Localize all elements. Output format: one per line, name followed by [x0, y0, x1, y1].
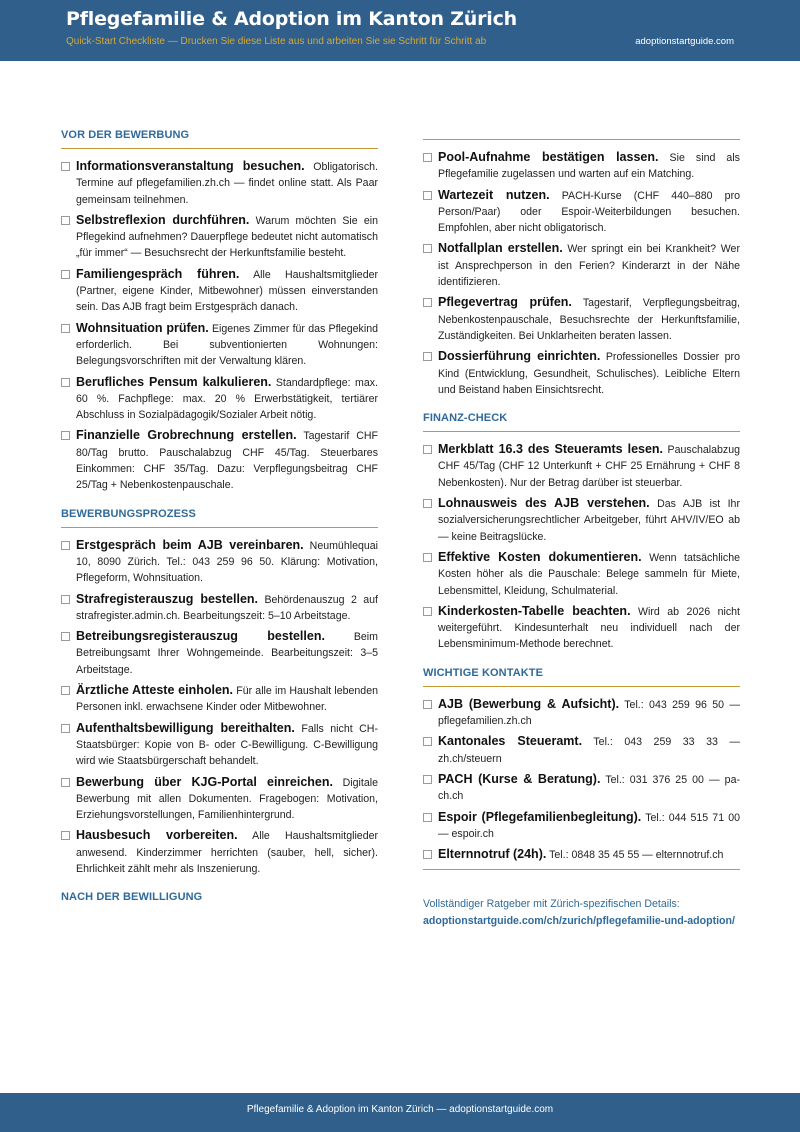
checkbox[interactable] [61, 324, 70, 333]
checklist-item [61, 628, 378, 678]
checkbox[interactable] [61, 595, 70, 604]
section-vor-der-bewerbung [61, 129, 378, 494]
item-heading: Betreibungsregisterauszug bestellen. [76, 629, 325, 644]
checklist-item [61, 537, 378, 587]
footer-text: Pflegefamilie & Adoption im Kanton Zürich — adoptionstartguide.com [246, 1104, 554, 1115]
item-text: Wird ab 2026 nicht weitergeführt. Kindesunterhalt neu individuell nach der Lebensminimum-Methode berechnet. [438, 605, 740, 651]
guide-note-text: Vollständiger Ratgeber mit Zürich-spezifischen Details: [423, 898, 680, 911]
checklist-item [423, 441, 740, 491]
item-text: Tagestarif CHF 80/Tag brutto. Pauschalabzug CHF 45/Tag. Steuerbares Einkommen: CHF 35/Tag. Dazu: Verpflegungsbeitrag CHF 25/Tag + Nebenkostenpauschale. [76, 430, 378, 492]
contact-details: Tel.: 043 259 96 50 — pflegefamilien.zh.ch [438, 698, 740, 728]
item-text: Behördenauszug 2 auf strafregister.admin.ch. Bearbeitungszeit: 5–10 Arbeitstage. [76, 593, 378, 622]
contact-details: Tel.: 0848 35 45 55 — elternnotruf.ch [549, 849, 724, 862]
item-text: Eigenes Zimmer für das Pflegekind erforderlich. Bei subventionierten Wohnungen: Belegungsvorschriften mit der Verwaltung klären. [76, 322, 378, 368]
left-column [61, 129, 378, 910]
checkbox[interactable] [423, 244, 432, 253]
contact-item [423, 809, 740, 843]
item-text: Für alle im Haushalt lebenden Personen inkl. erwachsene Kinder oder Mitbewohner. [76, 685, 378, 714]
page-title: Pflegefamilie & Adoption im Kanton Zürich [66, 8, 517, 30]
item-heading: Wartezeit nutzen. [438, 187, 550, 202]
section-title: FINANZ-CHECK [423, 412, 508, 425]
item-text: Wenn tatsächliche Kosten höher als die Pauschale: Belege sammeln für Miete, Lebensmittel, Kleidung, Schulmaterial. [438, 551, 740, 597]
checkbox[interactable] [423, 775, 432, 784]
checkbox[interactable] [61, 541, 70, 550]
item-text: Falls nicht CH-Staatsbürger: Kopie von B- oder C-Bewilligung. C-Bewilligung wird wie Staatsbürgerschaft behandelt. [76, 722, 378, 768]
item-heading: Dossierführung einrichten. [438, 349, 601, 364]
section-divider [61, 527, 378, 528]
section-title: BEWERBUNGSPROZESS [61, 507, 196, 520]
item-heading: Effektive Kosten dokumentieren. [438, 549, 642, 564]
section-nach-der-bewilligung [423, 139, 740, 398]
item-heading: Wohnsituation prüfen. [76, 320, 209, 335]
item-text: PACH-Kurse (CHF 440–880 pro Person/Paar) oder Espoir-Weiterbildungen besuchen. Empfohlen, aber nicht obligatorisch. [438, 189, 740, 235]
item-text: Warum möchten Sie ein Pflegekind aufnehmen? Dauerpflege bedeutet nicht automatisch „für immer“ — Besuchsrecht der Herkunftsfamilie besteht. [76, 214, 378, 260]
item-heading: Ärztliche Atteste einholen. [76, 683, 234, 698]
checklist-item [423, 549, 740, 599]
section-wichtige-kontakte [423, 667, 740, 871]
contact-details: Tel.: 044 515 71 00 — espoir.ch [438, 811, 740, 840]
checklist-item [61, 827, 378, 877]
checkbox[interactable] [423, 850, 432, 859]
checklist-item [423, 240, 740, 290]
checklist-item [61, 427, 378, 493]
checkbox[interactable] [423, 445, 432, 454]
contact-details: Tel.: 031 376 25 00 — pa-ch.ch [438, 773, 740, 803]
item-heading: Pflegevertrag prüfen. [438, 295, 572, 310]
item-text: Obligatorisch. Termine auf pflegefamilien.zh.ch — findet online statt. Als Paar gemeinsam teilnehmen. [76, 161, 378, 206]
item-heading: Lohnausweis des AJB verstehen. [438, 496, 650, 511]
checkbox[interactable] [61, 378, 70, 387]
section-divider [423, 139, 740, 140]
item-heading: Familiengespräch führen. [76, 266, 240, 281]
checklist-item [61, 374, 378, 424]
header-site-link[interactable]: adoptionstartguide.com [635, 36, 734, 47]
item-text: Alle Haushaltsmitglieder (Partner, eigene Kinder, Mitbewohner) müssen einverstanden sein. Das AJB fragt beim Erstgespräch danach. [76, 268, 379, 314]
checkbox[interactable] [423, 191, 432, 200]
checkbox[interactable] [61, 632, 70, 641]
item-heading: Aufenthaltsbewilligung bereithalten. [76, 720, 295, 735]
item-heading: Hausbesuch vorbereiten. [76, 828, 238, 843]
checklist-item [61, 682, 378, 716]
checklist-item [423, 187, 740, 237]
contact-item [423, 846, 740, 863]
contact-name: Kantonales Steueramt. [438, 734, 583, 749]
contact-name: PACH (Kurse & Beratung). [438, 771, 601, 786]
checkbox[interactable] [423, 553, 432, 562]
checklist-item [61, 720, 378, 770]
item-text: Das AJB ist Ihr sozialversicherungsrechtlicher Arbeitgeber, führt AHV/IV/EO ab — keine Beitragslücke. [438, 498, 740, 543]
page-header [0, 0, 800, 61]
item-text: Beim Betreibungsamt Ihrer Wohngemeinde. Bearbeitungszeit: 3–5 Arbeitstage. [76, 631, 378, 676]
checklist-item [61, 266, 378, 316]
checkbox[interactable] [61, 216, 70, 225]
contact-name: AJB (Bewerbung & Aufsicht). [438, 696, 620, 711]
page-subtitle: Quick-Start Checkliste — Drucken Sie diese Liste aus und arbeiten Sie sie Schritt für Schritt ab [66, 36, 487, 47]
item-heading: Bewerbung über KJG-Portal einreichen. [76, 774, 333, 789]
checkbox[interactable] [61, 686, 70, 695]
checkbox[interactable] [423, 298, 432, 307]
checklist-item [61, 212, 378, 262]
section-divider [61, 148, 378, 149]
guide-note [423, 896, 740, 929]
checkbox[interactable] [61, 270, 70, 279]
item-heading: Erstgespräch beim AJB vereinbaren. [76, 537, 304, 552]
item-heading: Pool-Aufnahme bestätigen lassen. [438, 150, 659, 164]
section-divider [423, 869, 740, 870]
item-heading: Strafregisterauszug bestellen. [76, 591, 259, 606]
item-text: Wer springt ein bei Krankheit? Wer ist Ansprechperson in den Ferien? Kinderarzt in der Nähe identifizieren. [438, 243, 740, 289]
item-text: Professionelles Dossier pro Kind (Entwicklung, Gesundheit, Schulisches). Leibliche Eltern und Beistand haben Einsichtsrecht. [438, 351, 740, 396]
section-title-nach-der-bewilligung: NACH DER BEWILLIGUNG [61, 891, 203, 904]
checklist-item [61, 591, 378, 625]
contact-details: Tel.: 043 259 33 33 — zh.ch/steuern [438, 736, 740, 765]
item-text: Pauschalabzug CHF 45/Tag (CHF 12 Unterkunft + CHF 25 Ernährung + CHF 8 Nebenkosten). Nur der Betrag darüber ist steuerbar. [438, 444, 740, 489]
item-heading: Kinderkosten-Tabelle beachten. [438, 603, 631, 618]
section-title: WICHTIGE KONTAKTE [423, 666, 544, 679]
checklist-item [61, 774, 378, 824]
checkbox[interactable] [423, 499, 432, 508]
section-divider [423, 686, 740, 687]
item-heading: Selbstreflexion durchführen. [76, 212, 250, 227]
item-heading: Notfallplan erstellen. [438, 241, 563, 256]
checklist-item [423, 294, 740, 344]
checklist-item [423, 149, 740, 183]
checkbox[interactable] [423, 813, 432, 822]
section-finanz-check [423, 412, 740, 653]
checklist-item [423, 603, 740, 653]
checkbox[interactable] [423, 153, 432, 162]
checkbox[interactable] [423, 607, 432, 616]
checkbox[interactable] [423, 352, 432, 361]
section-title: VOR DER BEWERBUNG [61, 129, 190, 141]
item-text: Sie sind als Pflegefamilie zugelassen und warten auf ein Matching. [438, 152, 740, 181]
checkbox[interactable] [61, 778, 70, 787]
item-text: Tagestarif, Verpflegungsbeitrag, Nebenkostenpauschale, Besuchsrechte der Herkunftsfamilie, Zuständigkeiten. Bei Unklarheiten beraten lassen. [438, 297, 740, 342]
item-text: Standardpflege: max. 60 %. Fachpflege: max. 20 % Erwerbstätigkeit, tertiärer Abschluss in Sozialpädagogik/Sozialer Arbeit nötig. [76, 376, 378, 422]
checkbox[interactable] [423, 737, 432, 746]
item-text: Digitale Bewerbung mit allen Dokumenten. Fragebogen: Motivation, Erziehungsvorstellungen, Familienhintergrund. [76, 776, 378, 822]
checklist-item [61, 158, 378, 208]
checklist-item [423, 495, 740, 545]
checkbox[interactable] [61, 831, 70, 840]
page-footer [0, 1093, 800, 1132]
item-text: Alle Haushaltsmitglieder anwesend. Kinderzimmer herrichten (sauber, hell, sicher). Ehrlichkeit zählt mehr als Inszenierung. [76, 830, 379, 875]
item-heading: Merkblatt 16.3 des Steueramts lesen. [438, 442, 664, 457]
checkbox[interactable] [61, 724, 70, 733]
contact-name: Elternnotruf (24h). [438, 847, 547, 862]
item-heading: Berufliches Pensum kalkulieren. [76, 374, 272, 389]
item-text: Neumühlequai 10, 8090 Zürich. Tel.: 043 259 96 50. Klärung: Motivation, Pflegeform, Wohnsituation. [76, 539, 378, 585]
contact-item [423, 733, 740, 767]
checklist-item [423, 348, 740, 398]
section-divider [423, 431, 740, 432]
checkbox[interactable] [423, 700, 432, 709]
checkbox[interactable] [61, 162, 70, 171]
section-bewerbungsprozess [61, 508, 378, 878]
guide-link[interactable]: adoptionstartguide.com/ch/zurich/pflegefamilie-und-adoption/ [423, 914, 735, 927]
right-column [423, 139, 740, 929]
checkbox[interactable] [61, 431, 70, 440]
contact-item [423, 696, 740, 730]
contact-name: Espoir (Pflegefamilienbegleitung). [438, 809, 642, 824]
checklist-item [61, 320, 378, 370]
item-heading: Finanzielle Grobrechnung erstellen. [76, 428, 297, 443]
contact-item [423, 771, 740, 805]
item-heading: Informationsveranstaltung besuchen. [76, 159, 305, 173]
